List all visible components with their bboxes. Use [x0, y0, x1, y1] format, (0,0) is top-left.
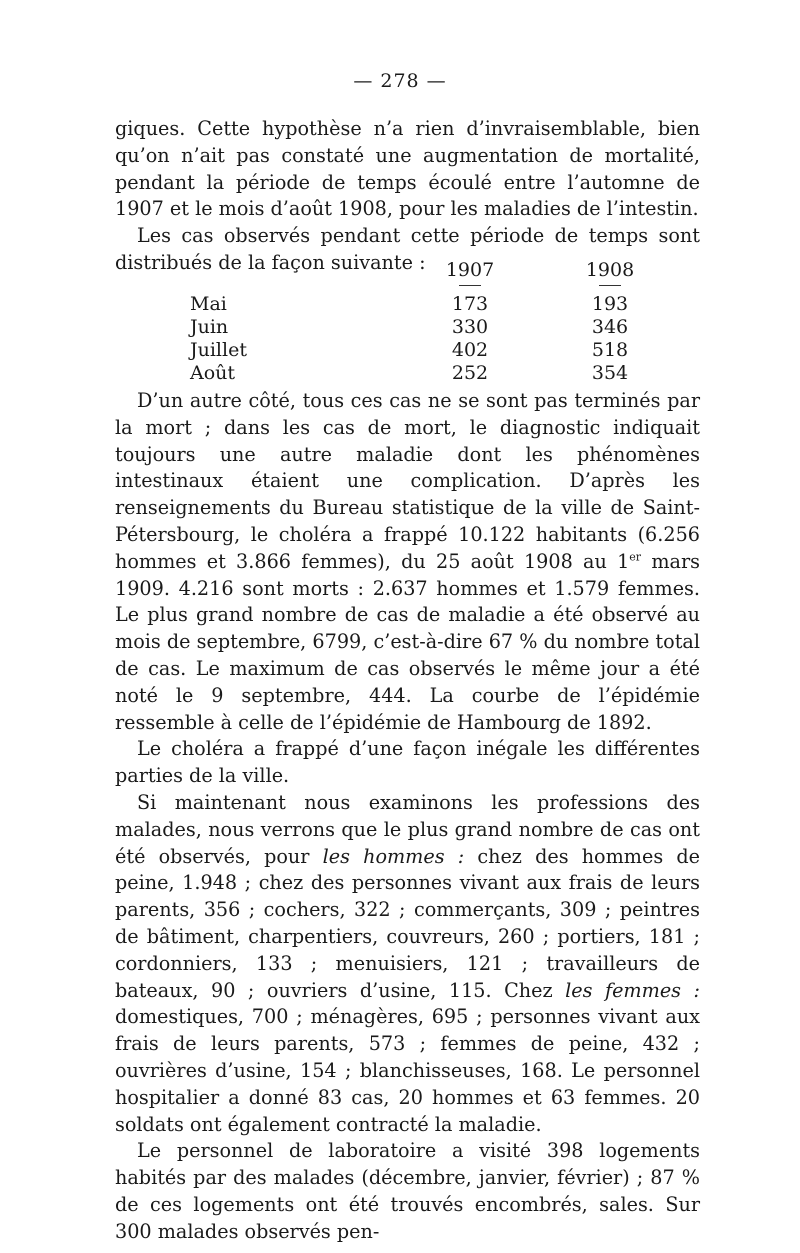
- table-row-month: Mai: [190, 293, 227, 315]
- paragraph-4: Le choléra a frappé d’une façon inégale les différentes parties de la ville.: [115, 737, 700, 788]
- paragraph-1: giques. Cette hypothèse n’a rien d’invraisemblable, bien qu’on n’ait pas constaté une augmentation de mortalité, pendant la période de temps écoulé entre l’automne de 1907 et le mois d’août 1908, pour les maladies de l’intestin.: [115, 117, 700, 221]
- paragraph-6: Le personnel de laboratoire a visité 398 logements habités par des malades (décembre, janvier, février) ; 87 % de ces logements ont été trouvés encombrés, sales. Sur 300 malades observés pen-: [115, 1139, 700, 1243]
- table-cell-1907: 330: [451, 316, 489, 338]
- table-row: [115, 339, 700, 363]
- paragraph-2: Les cas observés pendant cette période de temps sont distribués de la façon suivante :: [115, 224, 700, 274]
- table-cell-1907: 402: [451, 339, 489, 361]
- italic-les-hommes: les hommes :: [322, 844, 465, 868]
- table-header-row: [115, 259, 700, 283]
- table-row-month: Août: [190, 362, 236, 384]
- table-header-1907: 1907: [445, 259, 495, 281]
- superscript-er: er: [629, 550, 642, 564]
- header-underline-1907: [459, 285, 481, 286]
- table-cell-1908: 346: [591, 316, 629, 338]
- italic-les-femmes: les femmes :: [565, 978, 700, 1002]
- paragraph-5-part-c: domestiques, 700 ; ménagères, 695 ; personnes vivant aux frais de leurs parents, 573 ; femmes de peine, 432 ; ouvrières d’usine, 154 ; blanchisseuses, 168. Le personnel hospitalier a donné 83 cas, 20 hommes et 63 femmes. 20 soldats ont également contracté la maladie.: [115, 1005, 700, 1136]
- table-row-month: Juillet: [190, 339, 247, 361]
- paragraph-5-part-a: Si maintenant nous examinons les professions des malades, nous verrons que le plus grand nombre de cas ont été observés, pour: [115, 790, 700, 868]
- text-block-top: [115, 116, 700, 277]
- paragraph-5: [115, 790, 700, 1138]
- paragraph-3-part-b: mars 1909. 4.216 sont morts : 2.637 hommes et 1.579 femmes. Le plus grand nombre de cas de maladie a été observé au mois de septembre, 6799, c’est-à-dire 67 % du nombre total de cas. Le maximum de cas observés le même jour a été noté le 9 septembre, 444. La courbe de l’épidémie ressemble à celle de l’épidémie de Hambourg de 1892.: [115, 549, 700, 734]
- table-row: [115, 316, 700, 340]
- paragraph-5-part-b: chez des hommes de peine, 1.948 ; chez des personnes vivant aux frais de leurs parents, 356 ; cochers, 322 ; commerçants, 309 ; peintres de bâtiment, charpentiers, couvreurs, 260 ; portiers, 181 ; cordonniers, 133 ; menuisiers, 121 ; travailleurs de bateaux, 90 ; ouvriers d’usine, 115. Chez: [115, 844, 700, 1002]
- paragraph-3-part-a: D’un autre côté, tous ces cas ne se sont pas terminés par la mort ; dans les cas de mort, le diagnostic indiquait toujours une autre maladie dont les phénomènes intestinaux étaient une complication. D’après les renseignements du Bureau statistique de la ville de Saint-Pétersbourg, le choléra a frappé 10.122 habitants (6.256 hommes et 3.866 femmes), du 25 août 1908 au 1: [115, 389, 700, 573]
- header-underline-1908: [599, 285, 621, 286]
- table-cell-1907: 173: [451, 293, 489, 315]
- table-cell-1908: 193: [591, 293, 629, 315]
- page-number: — 278 —: [353, 70, 447, 92]
- table-header-1908: 1908: [585, 259, 635, 281]
- table-row-month: Juin: [190, 316, 229, 338]
- cases-table: [115, 255, 700, 390]
- table-row: [115, 293, 700, 317]
- text-block-bottom: [115, 388, 700, 1246]
- table-row: [115, 362, 700, 386]
- paragraph-3: [115, 388, 700, 736]
- table-cell-1908: 354: [591, 362, 629, 384]
- table-cell-1908: 518: [591, 339, 629, 361]
- table-cell-1907: 252: [451, 362, 489, 384]
